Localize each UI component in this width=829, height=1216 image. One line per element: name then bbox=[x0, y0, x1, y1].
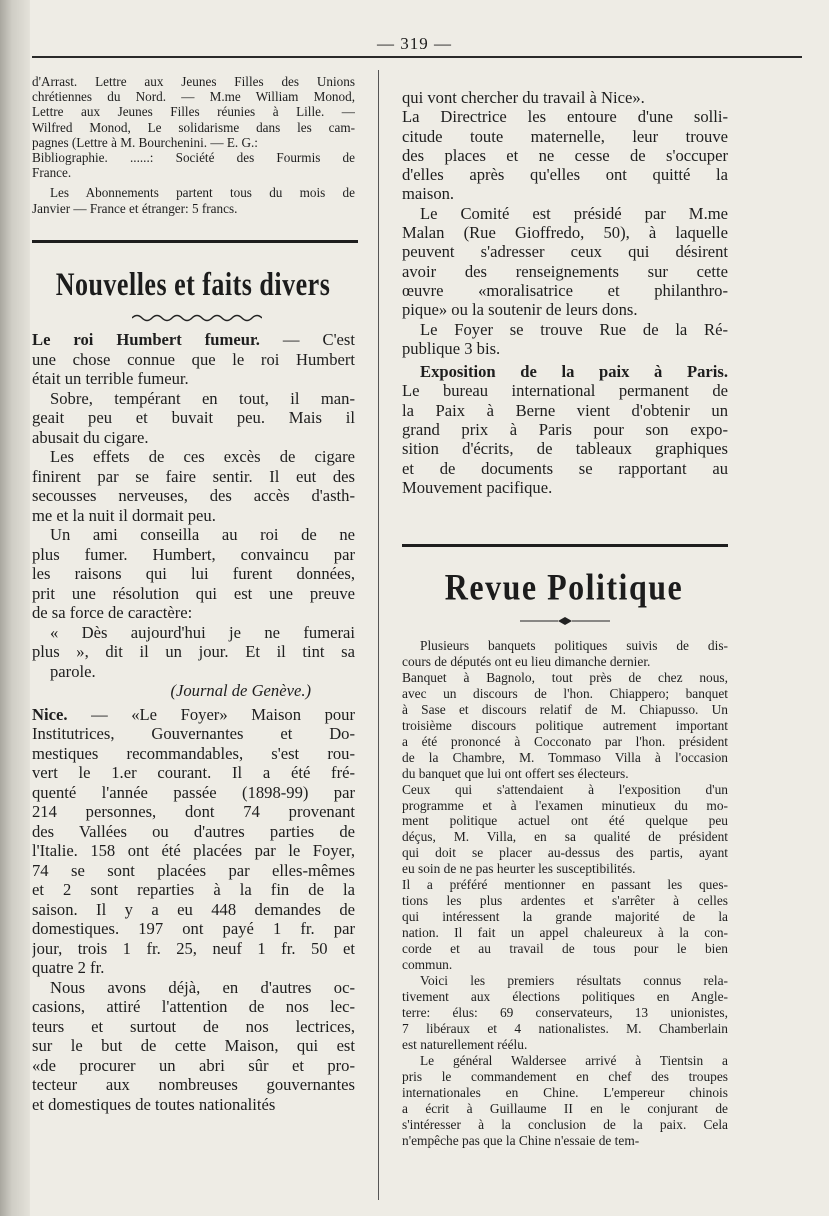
section-rule-right bbox=[402, 544, 728, 547]
text-line: une chose connue que le roi Humbert bbox=[32, 349, 355, 369]
text-line: Mouvement pacifique. bbox=[402, 477, 553, 497]
notice-line: Janvier — France et étranger: 5 francs. bbox=[32, 200, 238, 216]
article-source: (Journal de Genève.) bbox=[170, 681, 311, 700]
text-line: geait peu et buvait peu. Mais il bbox=[32, 408, 355, 427]
revue-paragraph-1 bbox=[402, 638, 728, 973]
text-line: 7 libéraux et 4 nationalistes. M. Chamberlain bbox=[402, 1020, 728, 1036]
wave-ornament-icon bbox=[132, 312, 262, 324]
right-column-articles bbox=[402, 88, 728, 497]
text-line: des places et ne cesse de s'occuper bbox=[402, 145, 728, 165]
text-line: maison. bbox=[402, 184, 455, 204]
page-number: — 319 — bbox=[377, 34, 452, 53]
article-title-roi: Le roi Humbert fumeur. bbox=[32, 330, 260, 349]
text-line: avec un discours de l'hon. Chiappero; banquet bbox=[402, 685, 728, 701]
text-line: sition d'écrits, de tableaux graphiques bbox=[402, 439, 728, 459]
text-line: Les effets de ces excès de cigare bbox=[50, 447, 355, 466]
text-line: internationales en Chine. L'empereur chinois bbox=[402, 1084, 728, 1100]
text-line: les raisons qui lui furent données, bbox=[32, 564, 355, 583]
text-line: Le bureau international permanent de bbox=[402, 381, 728, 401]
book-binding-shadow bbox=[0, 0, 30, 1216]
text-line: mestiques recommandables, s'est rou- bbox=[32, 743, 355, 763]
text-line: 214 personnes, dont 74 provenant bbox=[32, 802, 355, 821]
text-line: corde et au travail de tous pour le bien bbox=[402, 941, 728, 957]
text-line: terre: élus: 69 conservateurs, 13 unionistes, bbox=[402, 1004, 728, 1020]
text-line: domestiques. 197 ont payé 1 fr. par bbox=[32, 919, 355, 938]
text-line: Un ami conseilla au roi de ne bbox=[50, 525, 355, 544]
section-rule-left bbox=[32, 240, 358, 243]
text-line: la Paix à Berne vient d'obtenir un bbox=[402, 400, 728, 420]
article-title-nice: Nice. bbox=[32, 704, 68, 724]
subscription-block bbox=[32, 74, 355, 216]
text-line: est naturellement réélu. bbox=[402, 1036, 528, 1052]
text-line: Le Comité est présidé par M.me bbox=[420, 203, 728, 223]
text-line: commun. bbox=[402, 957, 453, 973]
article-body-nice bbox=[32, 724, 355, 1114]
text-line: troisième discours politique autrement important bbox=[402, 717, 728, 733]
text-line: Il a préféré mentionner en passant les ques- bbox=[402, 877, 728, 893]
dash-ornament-icon bbox=[520, 616, 610, 626]
text-line: a été prononcé à Cocconato par l'hon. président bbox=[402, 733, 728, 749]
text-line: Ceux qui s'attendaient à l'exposition d'un bbox=[402, 781, 728, 797]
nice-lead-text: — «Le Foyer» Maison pour bbox=[67, 704, 355, 724]
text-line: pique» ou la soutenir de leurs dons. bbox=[402, 300, 638, 320]
subscription-line: pagnes (Lettre à M. Bourchenini. — E. G.: bbox=[32, 134, 258, 150]
text-line: de sa force de caractère: bbox=[32, 603, 193, 622]
text-line: eu soin de ne pas heurter les susceptibilités. bbox=[402, 861, 636, 877]
text-line: me et la nuit il dormait peu. bbox=[32, 505, 216, 525]
subscription-line: Lettre aux Jeunes Filles réunies à Lille. — bbox=[32, 104, 355, 120]
column-divider bbox=[378, 70, 379, 1200]
text-line: et domestiques de toutes nationalités bbox=[32, 1094, 276, 1114]
text-line: et de documents se rapportant au bbox=[402, 458, 728, 478]
text-line: Nous avons déjà, en d'autres oc- bbox=[50, 977, 355, 997]
text-line: qui intéressent la grande majorité de la bbox=[402, 909, 728, 925]
article-body-nice-continued bbox=[402, 88, 728, 358]
left-column-articles bbox=[32, 330, 355, 1114]
text-line: teurs et surtout de nos lectrices, bbox=[32, 1016, 355, 1036]
text-line: parole. bbox=[50, 661, 96, 681]
text-line: 74 se sont placées par elles-mêmes bbox=[32, 860, 355, 880]
roi-first-line bbox=[32, 330, 355, 350]
text-line: ment politique actuel ont été quelque peu bbox=[402, 813, 728, 829]
text-line: prit une résolution qui est une preuve bbox=[32, 583, 355, 603]
text-line: jour, trois 1 fr. 25, neuf 1 fr. 50 et bbox=[32, 938, 355, 958]
text-line: quenté l'année passée (1898-99) par bbox=[32, 782, 355, 802]
text-line: Malan (Rue Gioffredo, 50), à laquelle bbox=[402, 223, 728, 243]
text-line: avoir des renseignements sur cette bbox=[402, 261, 728, 281]
nice-first-line bbox=[32, 705, 355, 725]
text-line: peuvent s'adresser ceux qui désirent bbox=[402, 242, 728, 262]
text-line: œuvre «moralisatrice et philanthro- bbox=[402, 280, 728, 300]
text-line: casions, attiré l'attention de nos lec- bbox=[32, 997, 355, 1016]
subscription-line: chrétiennes du Nord. — M.me William Monod, bbox=[32, 89, 355, 105]
text-line: a écrit à Guillaume II en le conjurant de bbox=[402, 1100, 728, 1116]
text-line: Sobre, tempérant en tout, il man- bbox=[50, 388, 355, 408]
text-line: Plusieurs banquets politiques suivis de dis- bbox=[420, 638, 728, 653]
notice-line: Les Abonnements partent tous du mois de bbox=[50, 185, 355, 201]
text-line: déçus, M. Villa, en sa qualité de président bbox=[402, 829, 728, 845]
text-line: La Directrice les entoure d'une solli- bbox=[402, 107, 728, 127]
text-line: cours de députés ont eu lieu dimanche dernier. bbox=[402, 653, 651, 669]
revue-paragraph-2 bbox=[402, 973, 728, 1053]
article-body-paix bbox=[402, 381, 728, 497]
text-line: de la Chambre, M. Tommaso Villa à l'occasion bbox=[402, 749, 728, 765]
text-line: était un terrible fumeur. bbox=[32, 369, 189, 388]
text-line: Le général Waldersee arrivé à Tientsin a bbox=[420, 1052, 728, 1068]
article-body-roi bbox=[32, 350, 355, 682]
header-rule bbox=[32, 56, 802, 58]
text-line: tivement aux élections politiques en Angle- bbox=[402, 988, 728, 1004]
subscription-line: d'Arrast. Lettre aux Jeunes Filles des Unions bbox=[32, 74, 355, 89]
subscription-line: France. bbox=[32, 165, 72, 181]
text-line: du banquet que lui ont offert ses électeurs. bbox=[402, 765, 629, 781]
text-line: citude toute maternelle, leur trouve bbox=[402, 126, 728, 146]
text-line: l'Italie. 158 ont été placées par le Foyer, bbox=[32, 841, 355, 860]
subscription-lines bbox=[32, 74, 355, 180]
text-line: finirent par se faire sentir. Il eut des bbox=[32, 466, 355, 486]
text-line: n'empêche pas que la Chine n'essaie de tem- bbox=[402, 1132, 640, 1148]
text-line: grand prix à Paris pour son expo- bbox=[402, 420, 728, 440]
subscription-notice bbox=[32, 185, 355, 215]
text-line: qui doit se placer au-dessus des partis, ayant bbox=[402, 845, 728, 861]
subscription-line: Bibliographie. ......: Société des Fourmis de bbox=[32, 150, 355, 166]
section-heading-revue: Revue Politique bbox=[444, 566, 684, 608]
text-line: d'elles après qu'elles ont quitté la bbox=[402, 165, 728, 185]
text-line: pris le commandement en chef des troupes bbox=[402, 1068, 728, 1084]
text-line: tecteur aux nombreuses gouvernantes bbox=[32, 1075, 355, 1094]
roi-lead-text: — C'est bbox=[259, 330, 355, 349]
text-line: et 2 sont reparties à la fin de la bbox=[32, 880, 355, 899]
text-line: des Vallées ou d'autres parties de bbox=[32, 821, 355, 841]
text-line: quatre 2 fr. bbox=[32, 958, 105, 977]
text-line: secousses nerveuses, des accès d'asth- bbox=[32, 486, 355, 505]
text-line: saison. Il y a eu 448 demandes de bbox=[32, 899, 355, 919]
text-line: nation. Il fait un appel chaleureux à la con- bbox=[402, 925, 728, 941]
text-line: plus », dit il un jour. Et il tint sa bbox=[32, 642, 355, 661]
text-line: plus fumer. Humbert, convaincu par bbox=[32, 544, 355, 564]
text-line: « Dès aujourd'hui je ne fumerai bbox=[50, 622, 355, 642]
revue-paragraph-3 bbox=[402, 1053, 728, 1149]
text-line: programme et à l'examen minutieux du mo- bbox=[402, 797, 728, 813]
text-line: s'intéresser à la conclusion de la paix. Cela bbox=[402, 1116, 728, 1132]
text-line: à Sase et discours relatif de M. Chiapusso. Un bbox=[402, 701, 728, 717]
section-heading-nouvelles: Nouvelles et faits divers bbox=[55, 266, 331, 303]
text-line: tions les plus ardentes et s'arrêter à celles bbox=[402, 893, 728, 909]
text-line: vert le 1.er courant. Il a été fré- bbox=[32, 763, 355, 782]
text-line: Institutrices, Gouvernantes et Do- bbox=[32, 724, 355, 743]
text-line: qui vont chercher du travail à Nice». bbox=[402, 88, 645, 107]
revue-politique-body bbox=[402, 638, 728, 1149]
text-line: «de procurer un abri sûr et pro- bbox=[32, 1055, 355, 1075]
text-line: abusait du cigare. bbox=[32, 427, 149, 447]
text-line: sur le but de cette Maison, qui est bbox=[32, 1036, 355, 1055]
article-title-paix: Exposition de la paix à Paris. bbox=[420, 362, 728, 382]
text-line: Le Foyer se trouve Rue de la Ré- bbox=[420, 319, 728, 339]
text-line: Banquet à Bagnolo, tout près de chez nous, bbox=[402, 669, 728, 685]
subscription-line: Wilfred Monod, Le solidarisme dans les cam- bbox=[32, 119, 355, 135]
text-line: publique 3 bis. bbox=[402, 338, 501, 358]
text-line: Voici les premiers résultats connus rela- bbox=[420, 973, 728, 989]
